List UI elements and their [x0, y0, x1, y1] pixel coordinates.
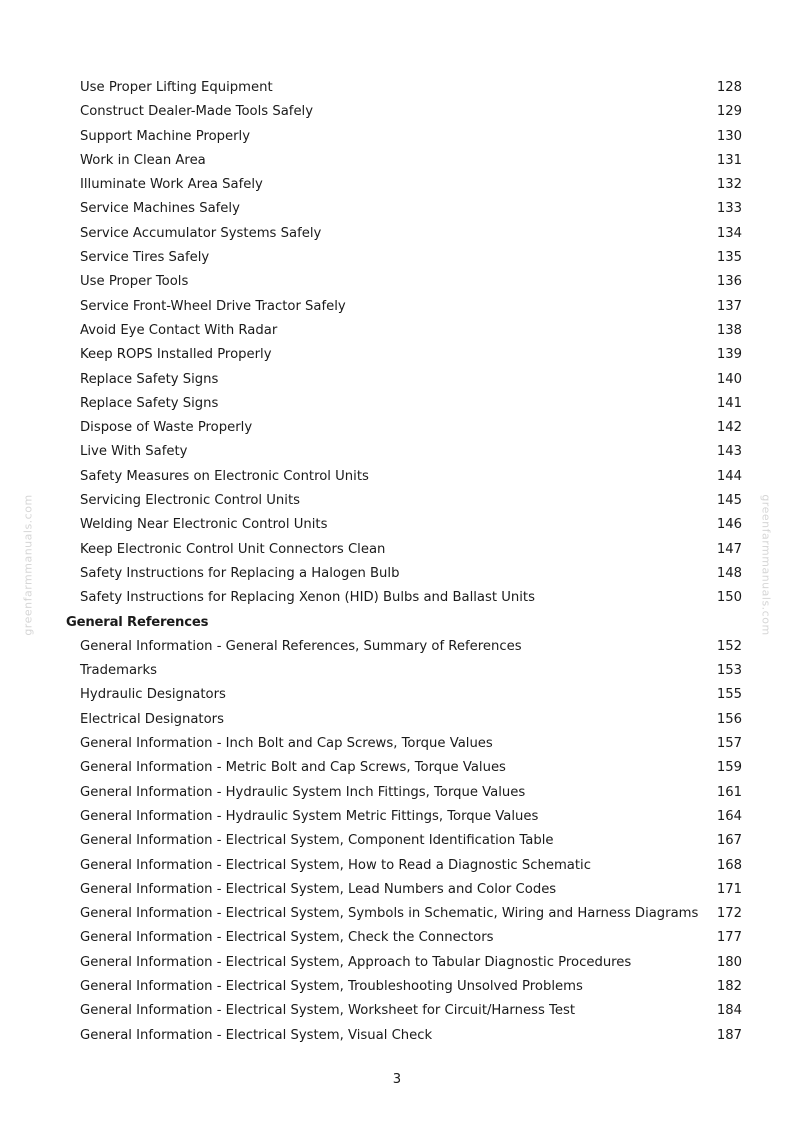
entry-title: Dispose of Waste Properly — [80, 420, 253, 436]
toc-entry — [0, 683, 794, 707]
entry-title: Illuminate Work Area Safely — [80, 177, 263, 193]
entry-title: Use Proper Tools — [80, 274, 189, 290]
entry-title: Replace Safety Signs — [80, 395, 219, 411]
entry-title: Service Machines Safely — [80, 201, 240, 217]
toc-entry — [0, 926, 794, 950]
entry-page-number: 157 — [716, 736, 742, 752]
entry-page-number: 156 — [716, 711, 742, 727]
entry-title: Work in Clean Area — [80, 152, 206, 168]
entry-title: Safety Instructions for Replacing a Halogen Bulb — [80, 565, 400, 581]
entry-title: Support Machine Properly — [80, 128, 251, 144]
toc-entry — [0, 999, 794, 1023]
entry-title: General Information - Electrical System, Component Identification Table — [80, 833, 554, 849]
toc-entry — [0, 586, 794, 610]
entry-page-number: 159 — [716, 760, 742, 776]
toc-entry — [0, 392, 794, 416]
entry-title: Live With Safety — [80, 444, 188, 460]
entry-page-number: 133 — [716, 201, 742, 217]
entry-title: Avoid Eye Contact With Radar — [80, 322, 278, 338]
watermark-left: greenfarmmanuals.com — [21, 494, 35, 636]
entry-page-number: 141 — [716, 395, 742, 411]
entry-page-number: 132 — [716, 177, 742, 193]
entry-page-number: 153 — [716, 663, 742, 679]
entry-title: General Information - Hydraulic System Inch Fittings, Torque Values — [80, 784, 526, 800]
toc-entry — [0, 732, 794, 756]
toc-entry — [0, 416, 794, 440]
toc-entry — [0, 343, 794, 367]
table-of-contents — [0, 76, 794, 1048]
toc-entry — [0, 100, 794, 124]
entry-page-number: 138 — [716, 322, 742, 338]
toc-entry — [0, 878, 794, 902]
entry-title: General Information - Electrical System, Worksheet for Circuit/Harness Test — [80, 1003, 575, 1019]
entry-title: Hydraulic Designators — [80, 687, 226, 703]
toc-entry — [0, 368, 794, 392]
entry-page-number: 167 — [716, 833, 742, 849]
toc-entry — [0, 902, 794, 926]
entry-page-number: 171 — [716, 881, 742, 897]
toc-entry — [0, 805, 794, 829]
toc-entry — [0, 756, 794, 780]
entry-title: Service Accumulator Systems Safely — [80, 225, 322, 241]
entry-title: General Information - Electrical System, Visual Check — [80, 1027, 433, 1043]
entry-title: Use Proper Lifting Equipment — [80, 80, 273, 95]
entry-page-number: 145 — [716, 493, 742, 509]
toc-entry — [0, 149, 794, 173]
section-title: General References — [66, 614, 209, 630]
entry-title: Trademarks — [80, 663, 157, 679]
entry-title: Safety Measures on Electronic Control Units — [80, 468, 369, 484]
entry-page-number: 128 — [716, 80, 742, 95]
toc-entry — [0, 708, 794, 732]
toc-section-heading — [0, 611, 794, 635]
entry-title: General Information - Electrical System, Check the Connectors — [80, 930, 494, 946]
entry-page-number: 187 — [716, 1027, 742, 1043]
toc-entry — [0, 76, 794, 100]
entry-page-number: 155 — [716, 687, 742, 703]
entry-page-number: 182 — [716, 978, 742, 994]
entry-title: General Information - Metric Bolt and Cap Screws, Torque Values — [80, 760, 506, 776]
toc-entry — [0, 829, 794, 853]
entry-page-number: 161 — [716, 784, 742, 800]
toc-entry — [0, 951, 794, 975]
toc-entry — [0, 125, 794, 149]
entry-page-number: 147 — [716, 541, 742, 557]
page-number: 3 — [392, 1072, 402, 1087]
entry-page-number: 137 — [716, 298, 742, 314]
entry-title: General Information - Electrical System, Approach to Tabular Diagnostic Procedures — [80, 954, 632, 970]
toc-entry — [0, 975, 794, 999]
toc-entry — [0, 562, 794, 586]
entry-page-number: 139 — [716, 347, 742, 363]
toc-entry — [0, 197, 794, 221]
toc-entry — [0, 1024, 794, 1048]
entry-title: Replace Safety Signs — [80, 371, 219, 387]
entry-title: Servicing Electronic Control Units — [80, 493, 300, 509]
entry-title: General Information - General References, Summary of References — [80, 638, 522, 654]
entry-page-number: 130 — [716, 128, 742, 144]
entry-page-number: 134 — [716, 225, 742, 241]
entry-title: General Information - Electrical System, How to Read a Diagnostic Schematic — [80, 857, 591, 873]
entry-title: Welding Near Electronic Control Units — [80, 517, 328, 533]
toc-entry — [0, 489, 794, 513]
entry-page-number: 168 — [716, 857, 742, 873]
entry-title: Service Front-Wheel Drive Tractor Safely — [80, 298, 346, 314]
entry-page-number: 140 — [716, 371, 742, 387]
toc-entry — [0, 854, 794, 878]
toc-entry — [0, 222, 794, 246]
entry-title: General Information - Hydraulic System Metric Fittings, Torque Values — [80, 808, 539, 824]
entry-page-number: 131 — [716, 152, 742, 168]
toc-entry — [0, 538, 794, 562]
toc-entry — [0, 246, 794, 270]
toc-entry — [0, 659, 794, 683]
entry-title: General Information - Inch Bolt and Cap Screws, Torque Values — [80, 736, 493, 752]
entry-page-number: 177 — [716, 930, 742, 946]
toc-entry — [0, 465, 794, 489]
entry-title: Keep Electronic Control Unit Connectors Clean — [80, 541, 386, 557]
entry-page-number: 172 — [716, 906, 742, 922]
toc-entry — [0, 635, 794, 659]
entry-title: Service Tires Safely — [80, 250, 210, 266]
entry-page-number: 144 — [716, 468, 742, 484]
entry-page-number: 180 — [716, 954, 742, 970]
toc-entry — [0, 781, 794, 805]
entry-title: Construct Dealer-Made Tools Safely — [80, 104, 314, 120]
entry-title: General Information - Electrical System, Troubleshooting Unsolved Problems — [80, 978, 583, 994]
entry-page-number: 152 — [716, 638, 742, 654]
toc-entry — [0, 173, 794, 197]
toc-entry — [0, 270, 794, 294]
toc-entry — [0, 513, 794, 537]
entry-page-number: 143 — [716, 444, 742, 460]
toc-entry — [0, 440, 794, 464]
entry-page-number: 164 — [716, 808, 742, 824]
entry-page-number: 148 — [716, 565, 742, 581]
entry-page-number: 184 — [716, 1003, 742, 1019]
toc-entry — [0, 319, 794, 343]
watermark-right: greenfarmmanuals.com — [759, 494, 773, 636]
entry-page-number: 136 — [716, 274, 742, 290]
toc-entry — [0, 295, 794, 319]
entry-title: General Information - Electrical System, Symbols in Schematic, Wiring and Harness Diagrams — [80, 906, 699, 922]
entry-title: General Information - Electrical System, Lead Numbers and Color Codes — [80, 881, 557, 897]
entry-page-number: 150 — [716, 590, 742, 606]
entry-page-number: 146 — [716, 517, 742, 533]
entry-page-number: 135 — [716, 250, 742, 266]
entry-title: Electrical Designators — [80, 711, 224, 727]
entry-page-number: 129 — [716, 104, 742, 120]
entry-page-number: 142 — [716, 420, 742, 436]
entry-title: Keep ROPS Installed Properly — [80, 347, 272, 363]
entry-title: Safety Instructions for Replacing Xenon (HID) Bulbs and Ballast Units — [80, 590, 535, 606]
